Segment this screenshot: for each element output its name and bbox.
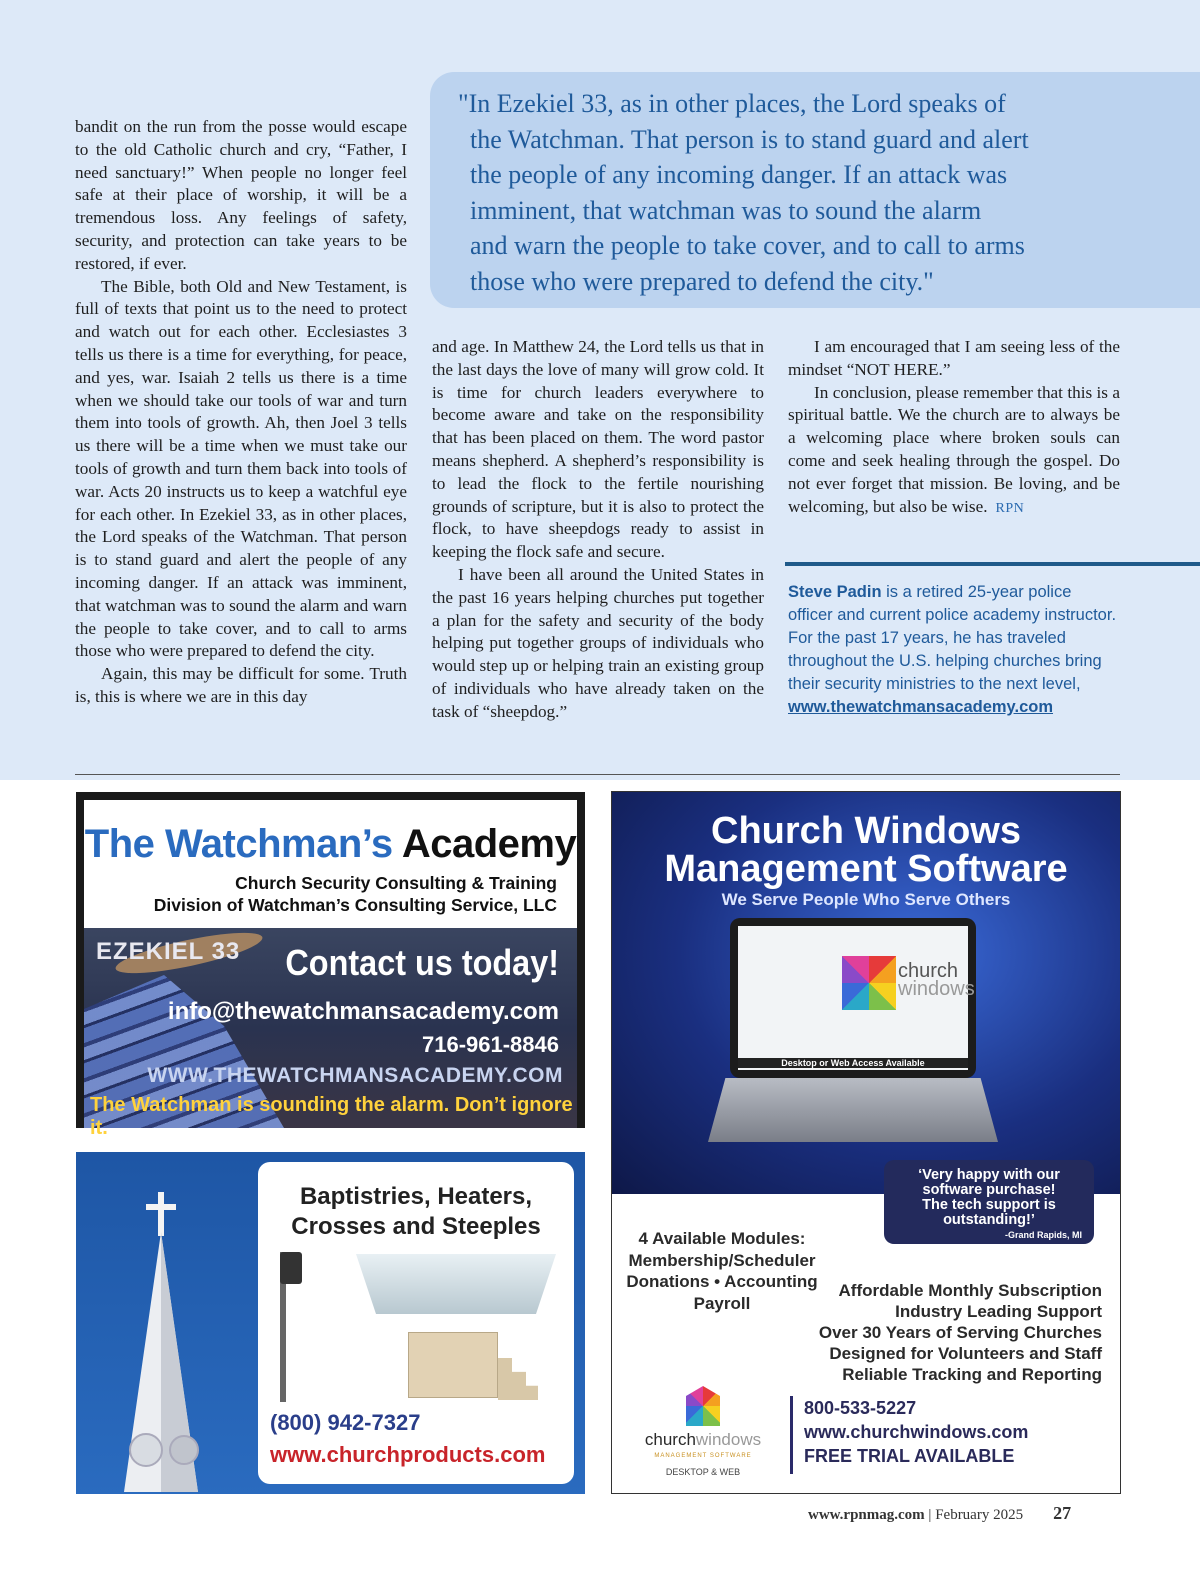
page-number: 27: [1053, 1503, 1072, 1523]
ad-subtitle-line: Church Security Consulting & Training: [235, 873, 557, 893]
ad-tagline: We Serve People Who Serve Others: [721, 890, 1011, 909]
pull-quote: [430, 72, 1200, 308]
ad-tagline: The Watchman is sounding the alarm. Don’t ignore it.: [90, 1094, 573, 1139]
author-name: Steve Padin: [788, 583, 882, 601]
steps-image: [498, 1358, 538, 1400]
ad-trial: FREE TRIAL AVAILABLE: [804, 1446, 1015, 1466]
feature-item: Industry Leading Support: [895, 1302, 1102, 1321]
church-windows-logo-icon: [686, 1386, 720, 1426]
ad-title-line: Management Software: [664, 848, 1068, 890]
features-list: [819, 1280, 1102, 1385]
paragraph: I am encouraged that I am seeing less of the mindset “NOT HERE.”: [788, 337, 1120, 379]
paragraph: and age. In Matthew 24, the Lord tells us that in the last days the love of many will grow cold. It is time for church leaders everywhere to become aware and take on the responsibility that has been placed on them. The word pastor means shepherd. A shepherd’s responsibility is to lead the flock to the fertile nourishing grounds of scripture, but it is also to protect the flock, to have sheepdogs ready to assist in keeping the flock safe and secure.: [432, 337, 764, 562]
ad-title-line: Baptistries, Heaters,: [299, 1183, 533, 1210]
logo-word: windows: [695, 1430, 762, 1449]
heater-image: [280, 1252, 320, 1402]
pull-quote-line: the people of any incoming danger. If an attack was: [470, 160, 1008, 189]
footer-site[interactable]: www.rpnmag.com: [808, 1507, 925, 1523]
ad-watchmans-academy[interactable]: [76, 792, 585, 1139]
module-item: Donations • Accounting: [626, 1272, 818, 1291]
ad-phone: (800) 942-7327: [270, 1410, 421, 1435]
testimonial-line: ‘Very happy with our: [918, 1167, 1060, 1183]
ad-title-black: Academy: [401, 822, 577, 866]
church-windows-logo-icon: [842, 956, 896, 1010]
screen-access-note: Desktop or Web Access Available: [738, 1058, 968, 1068]
ad-website[interactable]: WWW.THEWATCHMANSACADEMY.COM: [147, 1064, 563, 1087]
ad-contact-heading: Contact us today!: [285, 942, 559, 983]
ad-banner: [84, 928, 577, 1139]
ad-phone: 716-961-8846: [421, 1032, 559, 1057]
contact-divider: [790, 1396, 793, 1474]
ad-church-products[interactable]: [76, 1152, 585, 1494]
module-item: 4 Available Modules:: [638, 1229, 806, 1248]
laptop-screen: [730, 918, 976, 1078]
pull-quote-line: those who were prepared to defend the city.": [470, 266, 934, 296]
testimonial-line: outstanding!’: [943, 1212, 1035, 1228]
modules-list: [624, 1228, 820, 1314]
bio-divider: [785, 562, 1200, 566]
ad-website[interactable]: www.churchproducts.com: [270, 1442, 546, 1467]
logo-subtitle: MANAGEMENT SOFTWARE: [654, 1453, 752, 1459]
pull-quote-line: imminent, that watchman was to sound the alarm: [470, 195, 982, 225]
footer-date: February 2025: [935, 1507, 1024, 1523]
ad-contact: [804, 1396, 1028, 1468]
footer-separator: |: [924, 1507, 936, 1523]
screen-logo-text: [898, 962, 975, 998]
paragraph: [788, 382, 1120, 521]
logo-caption: DESKTOP & WEB: [665, 1467, 741, 1477]
bio-text: is a retired 25-year police officer and current police academy instructor. For the past 17 years, he has traveled throughout the U.S. helping churches bring their security ministries to the next level,: [788, 583, 1117, 693]
module-item: Membership/Scheduler: [628, 1250, 816, 1270]
baptistry-image: [356, 1254, 556, 1314]
ad-email[interactable]: info@thewatchmansacademy.com: [167, 998, 559, 1025]
article-column-3: [788, 336, 1120, 520]
church-windows-logo: [636, 1432, 770, 1480]
ad-website[interactable]: www.churchwindows.com: [804, 1422, 1029, 1442]
testimonial-line: The tech support is: [922, 1197, 1056, 1213]
ad-phone: 800-533-5227: [804, 1398, 917, 1418]
feature-item: Affordable Monthly Subscription: [838, 1281, 1102, 1300]
paragraph: Again, this may be difficult for some. Truth is, this is where we are in this day: [75, 664, 407, 706]
paragraph: I have been all around the United States in the past 16 years helping churches put together a plan for the safety and security of the body helping put together groups of individuals who would step up or helping train an existing group of individuals who have already taken on the task of “sheepdog.”: [432, 564, 764, 721]
author-bio: [788, 581, 1118, 719]
ad-title: [258, 1182, 574, 1242]
feature-item: Over 30 Years of Serving Churches: [818, 1323, 1102, 1342]
feature-item: Reliable Tracking and Reporting: [842, 1365, 1102, 1384]
feature-item: Designed for Volunteers and Staff: [829, 1344, 1102, 1363]
steeple-image: [106, 1192, 216, 1492]
ad-title-line: Church Windows: [711, 810, 1021, 852]
article-column-1: [75, 116, 407, 709]
ad-scripture: EZEKIEL 33: [96, 938, 241, 965]
logo-word: church: [644, 1430, 696, 1449]
testimonial: [884, 1160, 1094, 1244]
article-column-2: [432, 336, 764, 724]
ad-title: [612, 812, 1120, 888]
portable-baptistry-image: [408, 1332, 498, 1398]
paragraph: The Bible, both Old and New Testament, is full of texts that point us to the need to protect and watch out for each other. Ecclesiastes 3 tells us there is a time for everything, for peace, and yes, war. Isaiah 2 tells us there is a time when we should take our tools of war and turn them into tools of growth. Ah, then Joel 3 tells us there will be a time when we must take our tools of growth and turn them back into tools of war. Acts 20 instructs us to keep a watchful eye for each other. In Ezekiel 33, as in other places, the Lord speaks of the Watchman. That person is to stand guard and alert the people of any incoming danger. If an attack was imminent, that watchman was to sound the alarm and warn the people to take cover, and to call to arms those who were prepared to defend the city.: [75, 276, 407, 661]
ad-panel: [258, 1162, 574, 1484]
pull-quote-line: "In Ezekiel 33, as in other places, the Lord speaks of: [458, 89, 1006, 118]
paragraph: bandit on the run from the posse would escape to the old Catholic church and cry, “Father, I need sanctuary!” When people no longer feel safe at their place of worship, it will be a tremendous loss. Any feelings of safety, security, and protection can take years to be restored, if ever.: [75, 117, 407, 273]
ad-hero: [612, 792, 1120, 1194]
ad-church-windows[interactable]: [611, 791, 1121, 1494]
ad-title-line: Crosses and Steeples: [291, 1213, 541, 1240]
ad-title: [84, 822, 577, 867]
ad-title-blue: The Watchman’s: [84, 822, 393, 866]
bio-link[interactable]: www.thewatchmansacademy.com: [788, 698, 1054, 716]
screen-logo-word: church: [898, 960, 959, 982]
pull-quote-line: the Watchman. That person is to stand guard and alert: [470, 124, 1029, 154]
pull-quote-line: and warn the people to take cover, and to call to arms: [470, 231, 1025, 260]
screen-logo-word: windows: [898, 978, 975, 1000]
paragraph-text: In conclusion, please remember that this is a spiritual battle. We the church are to always be a welcoming place where broken souls can come and seek healing through the gospel. Do not ever forget that mission. Be loving, and be welcoming, but also be wise.: [788, 382, 1120, 516]
section-divider: [75, 774, 1120, 775]
testimonial-source: -Grand Rapids, MI: [1004, 1230, 1082, 1240]
laptop-keyboard: [708, 1078, 998, 1142]
page-footer: [808, 1503, 1071, 1524]
module-item: Payroll: [693, 1293, 751, 1313]
ad-subtitle: [154, 872, 557, 916]
testimonial-line: software purchase!: [922, 1182, 1056, 1198]
ad-subtitle-line: Division of Watchman’s Consulting Service, LLC: [153, 895, 557, 915]
end-mark: RPN: [995, 500, 1025, 516]
